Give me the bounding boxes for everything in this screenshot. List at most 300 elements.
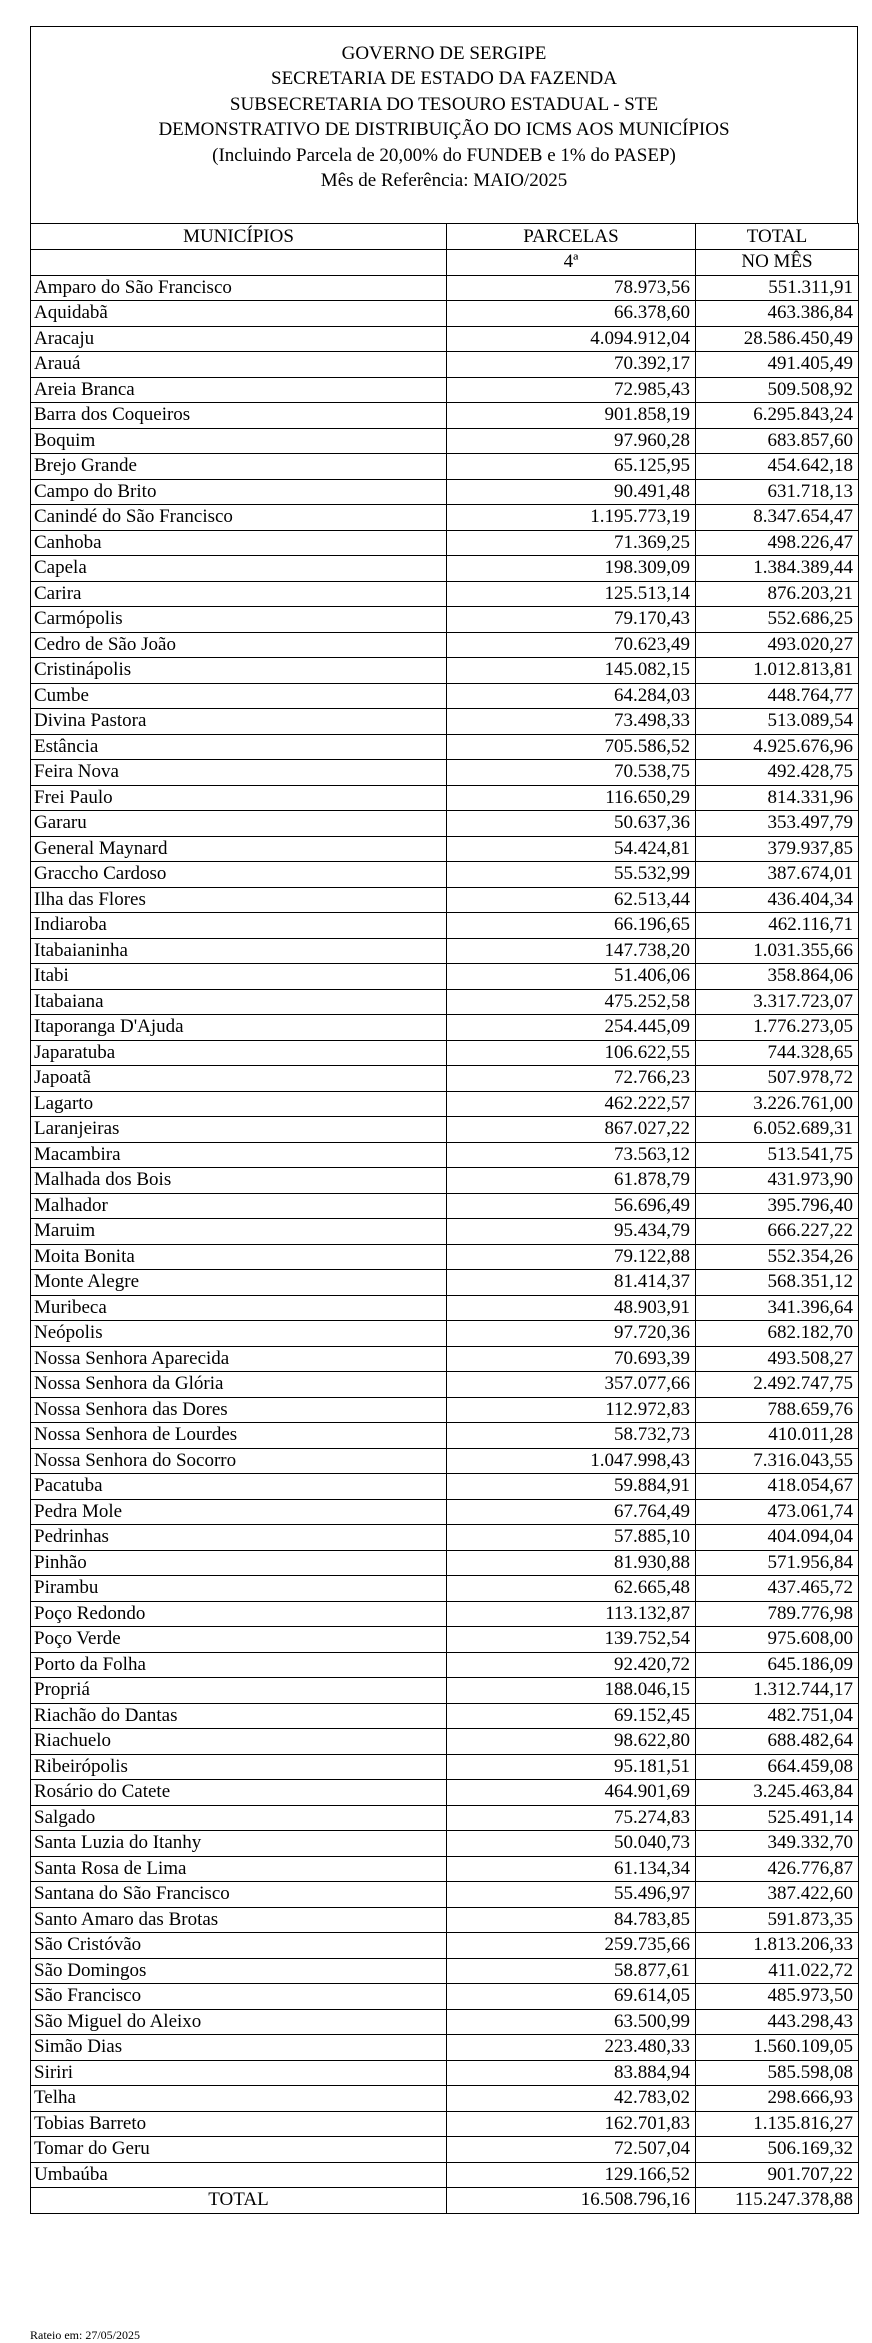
table-row xyxy=(31,1754,859,1780)
parcela-value: 70.623,49 xyxy=(447,632,696,658)
total-value: 1.012.813,81 xyxy=(696,658,859,684)
total-value: 683.857,60 xyxy=(696,428,859,454)
parcela-value: 58.877,61 xyxy=(447,1958,696,1984)
parcela-value: 48.903,91 xyxy=(447,1295,696,1321)
table-row xyxy=(31,836,859,862)
column-subheader-empty xyxy=(31,250,447,276)
total-value: 789.776,98 xyxy=(696,1601,859,1627)
totals-row xyxy=(31,2188,859,2214)
table-row xyxy=(31,556,859,582)
total-value: 525.491,14 xyxy=(696,1805,859,1831)
municipio-name: Itabi xyxy=(31,964,447,990)
table-row xyxy=(31,301,859,327)
municipio-name: Malhada dos Bois xyxy=(31,1168,447,1194)
total-value: 568.351,12 xyxy=(696,1270,859,1296)
table-row xyxy=(31,1015,859,1041)
municipio-name: Nossa Senhora das Dores xyxy=(31,1397,447,1423)
table-row xyxy=(31,734,859,760)
municipio-name: Aquidabã xyxy=(31,301,447,327)
table-row xyxy=(31,454,859,480)
totals-label: TOTAL xyxy=(31,2188,447,2214)
column-subheader-no-mes: NO MÊS xyxy=(696,250,859,276)
total-value: 387.674,01 xyxy=(696,862,859,888)
parcela-value: 92.420,72 xyxy=(447,1652,696,1678)
table-header-row xyxy=(31,224,859,250)
parcela-value: 116.650,29 xyxy=(447,785,696,811)
header-line-subsecretariat: SUBSECRETARIA DO TESOURO ESTADUAL - STE xyxy=(229,93,659,115)
table-row xyxy=(31,1448,859,1474)
table-row xyxy=(31,1091,859,1117)
municipio-name: Canindé do São Francisco xyxy=(31,505,447,531)
parcela-value: 75.274,83 xyxy=(447,1805,696,1831)
municipio-name: Tobias Barreto xyxy=(31,2111,447,2137)
header-line-government: GOVERNO DE SERGIPE xyxy=(341,43,547,64)
parcela-value: 79.122,88 xyxy=(447,1244,696,1270)
total-value: 814.331,96 xyxy=(696,785,859,811)
municipio-name: Areia Branca xyxy=(31,377,447,403)
total-value: 498.226,47 xyxy=(696,530,859,556)
total-value: 666.227,22 xyxy=(696,1219,859,1245)
parcela-value: 1.047.998,43 xyxy=(447,1448,696,1474)
parcela-value: 81.414,37 xyxy=(447,1270,696,1296)
parcela-value: 59.884,91 xyxy=(447,1474,696,1500)
parcela-value: 113.132,87 xyxy=(447,1601,696,1627)
table-row xyxy=(31,1321,859,1347)
municipio-name: Nossa Senhora Aparecida xyxy=(31,1346,447,1372)
table-row xyxy=(31,938,859,964)
total-value: 463.386,84 xyxy=(696,301,859,327)
table-row xyxy=(31,1984,859,2010)
parcela-value: 81.930,88 xyxy=(447,1550,696,1576)
parcela-value: 475.252,58 xyxy=(447,989,696,1015)
municipio-name: Divina Pastora xyxy=(31,709,447,735)
parcela-value: 66.378,60 xyxy=(447,301,696,327)
table-row xyxy=(31,2060,859,2086)
parcela-value: 69.614,05 xyxy=(447,1984,696,2010)
parcela-value: 50.040,73 xyxy=(447,1831,696,1857)
municipio-name: Japaratuba xyxy=(31,1040,447,1066)
table-row xyxy=(31,1627,859,1653)
table-row xyxy=(31,964,859,990)
municipio-name: Feira Nova xyxy=(31,760,447,786)
parcela-value: 63.500,99 xyxy=(447,2009,696,2035)
column-header-parcelas: PARCELAS xyxy=(447,224,696,250)
table-row xyxy=(31,2035,859,2061)
total-value: 551.311,91 xyxy=(696,275,859,301)
municipio-name: Ilha das Flores xyxy=(31,887,447,913)
table-row xyxy=(31,1831,859,1857)
total-value: 513.089,54 xyxy=(696,709,859,735)
table-row xyxy=(31,2009,859,2035)
total-value: 1.135.816,27 xyxy=(696,2111,859,2137)
icms-distribution-sheet xyxy=(30,26,858,2214)
table-row xyxy=(31,1601,859,1627)
table-row xyxy=(31,1346,859,1372)
table-row xyxy=(31,1525,859,1551)
table-row xyxy=(31,1652,859,1678)
footnote-rateio-date: Rateio em: 27/05/2025 xyxy=(30,2328,140,2342)
parcela-value: 259.735,66 xyxy=(447,1933,696,1959)
table-row xyxy=(31,1550,859,1576)
total-value: 631.718,13 xyxy=(696,479,859,505)
table-body xyxy=(31,275,859,2188)
table-row xyxy=(31,2137,859,2163)
municipio-name: Nossa Senhora de Lourdes xyxy=(31,1423,447,1449)
municipio-name: São Cristóvão xyxy=(31,1933,447,1959)
table-row xyxy=(31,1244,859,1270)
total-value: 788.659,76 xyxy=(696,1397,859,1423)
parcela-value: 139.752,54 xyxy=(447,1627,696,1653)
table-row xyxy=(31,1270,859,1296)
total-value: 448.764,77 xyxy=(696,683,859,709)
table-row xyxy=(31,1729,859,1755)
total-value: 3.317.723,07 xyxy=(696,989,859,1015)
municipio-name: Salgado xyxy=(31,1805,447,1831)
table-row xyxy=(31,2111,859,2137)
table-row xyxy=(31,811,859,837)
parcela-value: 145.082,15 xyxy=(447,658,696,684)
parcela-value: 90.491,48 xyxy=(447,479,696,505)
table-row xyxy=(31,1295,859,1321)
table-row xyxy=(31,2162,859,2188)
parcela-value: 72.985,43 xyxy=(447,377,696,403)
municipio-name: Pinhão xyxy=(31,1550,447,1576)
total-value: 744.328,65 xyxy=(696,1040,859,1066)
total-value: 8.347.654,47 xyxy=(696,505,859,531)
municipio-name: Cumbe xyxy=(31,683,447,709)
table-row xyxy=(31,1933,859,1959)
parcela-value: 901.858,19 xyxy=(447,403,696,429)
total-value: 506.169,32 xyxy=(696,2137,859,2163)
total-value: 436.404,34 xyxy=(696,887,859,913)
parcela-value: 73.563,12 xyxy=(447,1142,696,1168)
municipio-name: Itabaianinha xyxy=(31,938,447,964)
table-subheader-row xyxy=(31,250,859,276)
table-row xyxy=(31,1142,859,1168)
table-row xyxy=(31,1219,859,1245)
total-value: 358.864,06 xyxy=(696,964,859,990)
municipio-name: Frei Paulo xyxy=(31,785,447,811)
parcela-value: 66.196,65 xyxy=(447,913,696,939)
municipio-name: Simão Dias xyxy=(31,2035,447,2061)
table-row xyxy=(31,428,859,454)
table-row xyxy=(31,709,859,735)
parcela-value: 50.637,36 xyxy=(447,811,696,837)
total-value: 1.560.109,05 xyxy=(696,2035,859,2061)
total-value: 2.492.747,75 xyxy=(696,1372,859,1398)
municipio-name: Propriá xyxy=(31,1678,447,1704)
parcela-value: 61.134,34 xyxy=(447,1856,696,1882)
table-row xyxy=(31,1780,859,1806)
parcela-value: 95.434,79 xyxy=(447,1219,696,1245)
parcela-value: 70.693,39 xyxy=(447,1346,696,1372)
parcela-value: 62.665,48 xyxy=(447,1576,696,1602)
table-row xyxy=(31,377,859,403)
total-value: 493.508,27 xyxy=(696,1346,859,1372)
parcela-value: 4.094.912,04 xyxy=(447,326,696,352)
total-value: 298.666,93 xyxy=(696,2086,859,2112)
parcela-value: 97.720,36 xyxy=(447,1321,696,1347)
total-value: 682.182,70 xyxy=(696,1321,859,1347)
total-value: 485.973,50 xyxy=(696,1984,859,2010)
municipio-name: Umbaúba xyxy=(31,2162,447,2188)
municipio-name: Laranjeiras xyxy=(31,1117,447,1143)
parcela-value: 106.622,55 xyxy=(447,1040,696,1066)
table-row xyxy=(31,989,859,1015)
total-value: 1.384.389,44 xyxy=(696,556,859,582)
parcela-value: 79.170,43 xyxy=(447,607,696,633)
total-value: 410.011,28 xyxy=(696,1423,859,1449)
municipio-name: Santa Rosa de Lima xyxy=(31,1856,447,1882)
table-row xyxy=(31,479,859,505)
municipio-name: São Miguel do Aleixo xyxy=(31,2009,447,2035)
total-value: 509.508,92 xyxy=(696,377,859,403)
municipio-name: Pedrinhas xyxy=(31,1525,447,1551)
municipio-name: Siriri xyxy=(31,2060,447,2086)
parcela-value: 64.284,03 xyxy=(447,683,696,709)
parcela-value: 61.878,79 xyxy=(447,1168,696,1194)
total-value: 491.405,49 xyxy=(696,352,859,378)
total-value: 387.422,60 xyxy=(696,1882,859,1908)
municipio-name: Gararu xyxy=(31,811,447,837)
parcela-value: 78.973,56 xyxy=(447,275,696,301)
municipio-name: Rosário do Catete xyxy=(31,1780,447,1806)
table-row xyxy=(31,275,859,301)
document-header xyxy=(30,26,858,223)
municipio-name: Nossa Senhora do Socorro xyxy=(31,1448,447,1474)
municipio-name: Pirambu xyxy=(31,1576,447,1602)
parcela-value: 69.152,45 xyxy=(447,1703,696,1729)
total-value: 552.354,26 xyxy=(696,1244,859,1270)
table-row xyxy=(31,352,859,378)
total-value: 395.796,40 xyxy=(696,1193,859,1219)
municipio-name: Santo Amaro das Brotas xyxy=(31,1907,447,1933)
parcela-value: 1.195.773,19 xyxy=(447,505,696,531)
total-value: 552.686,25 xyxy=(696,607,859,633)
total-value: 688.482,64 xyxy=(696,1729,859,1755)
totals-parcela: 16.508.796,16 xyxy=(447,2188,696,2214)
table-row xyxy=(31,2086,859,2112)
municipio-name: Amparo do São Francisco xyxy=(31,275,447,301)
total-value: 3.245.463,84 xyxy=(696,1780,859,1806)
municipio-name: Macambira xyxy=(31,1142,447,1168)
parcela-value: 83.884,94 xyxy=(447,2060,696,2086)
total-value: 6.295.843,24 xyxy=(696,403,859,429)
parcela-value: 125.513,14 xyxy=(447,581,696,607)
parcela-value: 51.406,06 xyxy=(447,964,696,990)
parcela-value: 464.901,69 xyxy=(447,1780,696,1806)
parcela-value: 97.960,28 xyxy=(447,428,696,454)
total-value: 482.751,04 xyxy=(696,1703,859,1729)
total-value: 404.094,04 xyxy=(696,1525,859,1551)
table-row xyxy=(31,658,859,684)
municipio-name: Itabaiana xyxy=(31,989,447,1015)
table-row xyxy=(31,505,859,531)
total-value: 418.054,67 xyxy=(696,1474,859,1500)
municipio-name: Campo do Brito xyxy=(31,479,447,505)
municipio-name: General Maynard xyxy=(31,836,447,862)
parcela-value: 254.445,09 xyxy=(447,1015,696,1041)
parcela-value: 98.622,80 xyxy=(447,1729,696,1755)
municipio-name: Nossa Senhora da Glória xyxy=(31,1372,447,1398)
total-value: 473.061,74 xyxy=(696,1499,859,1525)
municipio-name: Tomar do Geru xyxy=(31,2137,447,2163)
total-value: 1.031.355,66 xyxy=(696,938,859,964)
table-row xyxy=(31,1474,859,1500)
totals-total: 115.247.378,88 xyxy=(696,2188,859,2214)
parcela-value: 70.538,75 xyxy=(447,760,696,786)
parcela-value: 54.424,81 xyxy=(447,836,696,862)
table-row xyxy=(31,581,859,607)
table-row xyxy=(31,403,859,429)
header-line-secretariat: SECRETARIA DE ESTADO DA FAZENDA xyxy=(271,68,617,90)
total-value: 4.925.676,96 xyxy=(696,734,859,760)
municipio-name: Ribeirópolis xyxy=(31,1754,447,1780)
parcela-value: 198.309,09 xyxy=(447,556,696,582)
municipio-name: Indiaroba xyxy=(31,913,447,939)
municipio-name: Graccho Cardoso xyxy=(31,862,447,888)
table-row xyxy=(31,683,859,709)
municipio-name: Aracaju xyxy=(31,326,447,352)
municipio-name: Barra dos Coqueiros xyxy=(31,403,447,429)
table-row xyxy=(31,1193,859,1219)
total-value: 411.022,72 xyxy=(696,1958,859,1984)
municipio-name: Canhoba xyxy=(31,530,447,556)
table-row xyxy=(31,1907,859,1933)
column-header-municipios: MUNICÍPIOS xyxy=(31,224,447,250)
municipio-name: Moita Bonita xyxy=(31,1244,447,1270)
municipio-name: Pacatuba xyxy=(31,1474,447,1500)
table-row xyxy=(31,1168,859,1194)
municipio-name: Capela xyxy=(31,556,447,582)
total-value: 585.598,08 xyxy=(696,2060,859,2086)
table-row xyxy=(31,1576,859,1602)
municipio-name: Pedra Mole xyxy=(31,1499,447,1525)
parcela-value: 223.480,33 xyxy=(447,2035,696,2061)
total-value: 3.226.761,00 xyxy=(696,1091,859,1117)
table-row xyxy=(31,607,859,633)
total-value: 341.396,64 xyxy=(696,1295,859,1321)
total-value: 664.459,08 xyxy=(696,1754,859,1780)
table-row xyxy=(31,1856,859,1882)
total-value: 431.973,90 xyxy=(696,1168,859,1194)
parcela-value: 357.077,66 xyxy=(447,1372,696,1398)
total-value: 349.332,70 xyxy=(696,1831,859,1857)
municipio-name: Riachuelo xyxy=(31,1729,447,1755)
total-value: 1.813.206,33 xyxy=(696,1933,859,1959)
municipio-name: Arauá xyxy=(31,352,447,378)
total-value: 645.186,09 xyxy=(696,1652,859,1678)
parcela-value: 867.027,22 xyxy=(447,1117,696,1143)
municipio-name: Santana do São Francisco xyxy=(31,1882,447,1908)
parcela-value: 70.392,17 xyxy=(447,352,696,378)
table-row xyxy=(31,1882,859,1908)
parcela-value: 112.972,83 xyxy=(447,1397,696,1423)
total-value: 454.642,18 xyxy=(696,454,859,480)
municipio-name: Maruim xyxy=(31,1219,447,1245)
total-value: 28.586.450,49 xyxy=(696,326,859,352)
table-row xyxy=(31,760,859,786)
municipio-name: Muribeca xyxy=(31,1295,447,1321)
municipio-name: Boquim xyxy=(31,428,447,454)
column-header-total: TOTAL xyxy=(696,224,859,250)
parcela-value: 147.738,20 xyxy=(447,938,696,964)
parcela-value: 67.764,49 xyxy=(447,1499,696,1525)
municipio-name: Porto da Folha xyxy=(31,1652,447,1678)
total-value: 1.312.744,17 xyxy=(696,1678,859,1704)
municipio-name: Carmópolis xyxy=(31,607,447,633)
parcela-value: 55.496,97 xyxy=(447,1882,696,1908)
parcela-value: 705.586,52 xyxy=(447,734,696,760)
municipio-name: Santa Luzia do Itanhy xyxy=(31,1831,447,1857)
parcela-value: 72.766,23 xyxy=(447,1066,696,1092)
total-value: 462.116,71 xyxy=(696,913,859,939)
municipio-name: Monte Alegre xyxy=(31,1270,447,1296)
parcela-value: 462.222,57 xyxy=(447,1091,696,1117)
parcela-value: 55.532,99 xyxy=(447,862,696,888)
table-row xyxy=(31,1678,859,1704)
table-row xyxy=(31,913,859,939)
total-value: 591.873,35 xyxy=(696,1907,859,1933)
column-subheader-parcela-number: 4ª xyxy=(447,250,696,276)
total-value: 1.776.273,05 xyxy=(696,1015,859,1041)
municipio-name: Poço Redondo xyxy=(31,1601,447,1627)
total-value: 571.956,84 xyxy=(696,1550,859,1576)
total-value: 379.937,85 xyxy=(696,836,859,862)
header-line-title: DEMONSTRATIVO DE DISTRIBUIÇÃO DO ICMS AOS MUNICÍPIOS xyxy=(158,119,730,141)
municipio-name: Poço Verde xyxy=(31,1627,447,1653)
header-line-note: (Incluindo Parcela de 20,00% do FUNDEB e 1% do PASEP) xyxy=(212,144,676,166)
municipio-name: São Francisco xyxy=(31,1984,447,2010)
parcela-value: 129.166,52 xyxy=(447,2162,696,2188)
table-row xyxy=(31,1499,859,1525)
municipio-name: Cristinápolis xyxy=(31,658,447,684)
header-line-reference-month: Mês de Referência: MAIO/2025 xyxy=(320,170,568,192)
municipio-name: Itaporanga D'Ajuda xyxy=(31,1015,447,1041)
table-row xyxy=(31,1372,859,1398)
parcela-value: 62.513,44 xyxy=(447,887,696,913)
municipio-name: Cedro de São João xyxy=(31,632,447,658)
municipio-name: Brejo Grande xyxy=(31,454,447,480)
table-row xyxy=(31,1958,859,1984)
parcela-value: 71.369,25 xyxy=(447,530,696,556)
total-value: 493.020,27 xyxy=(696,632,859,658)
table-row xyxy=(31,1703,859,1729)
total-value: 443.298,43 xyxy=(696,2009,859,2035)
municipio-name: Malhador xyxy=(31,1193,447,1219)
municipio-name: Neópolis xyxy=(31,1321,447,1347)
municipio-name: Japoatã xyxy=(31,1066,447,1092)
total-value: 901.707,22 xyxy=(696,2162,859,2188)
parcela-value: 162.701,83 xyxy=(447,2111,696,2137)
total-value: 513.541,75 xyxy=(696,1142,859,1168)
parcela-value: 65.125,95 xyxy=(447,454,696,480)
table-row xyxy=(31,326,859,352)
total-value: 7.316.043,55 xyxy=(696,1448,859,1474)
distribution-table xyxy=(30,223,859,2214)
table-row xyxy=(31,1805,859,1831)
total-value: 975.608,00 xyxy=(696,1627,859,1653)
parcela-value: 72.507,04 xyxy=(447,2137,696,2163)
table-row xyxy=(31,1066,859,1092)
total-value: 876.203,21 xyxy=(696,581,859,607)
parcela-value: 73.498,33 xyxy=(447,709,696,735)
table-row xyxy=(31,1117,859,1143)
total-value: 507.978,72 xyxy=(696,1066,859,1092)
municipio-name: Lagarto xyxy=(31,1091,447,1117)
total-value: 492.428,75 xyxy=(696,760,859,786)
municipio-name: Riachão do Dantas xyxy=(31,1703,447,1729)
